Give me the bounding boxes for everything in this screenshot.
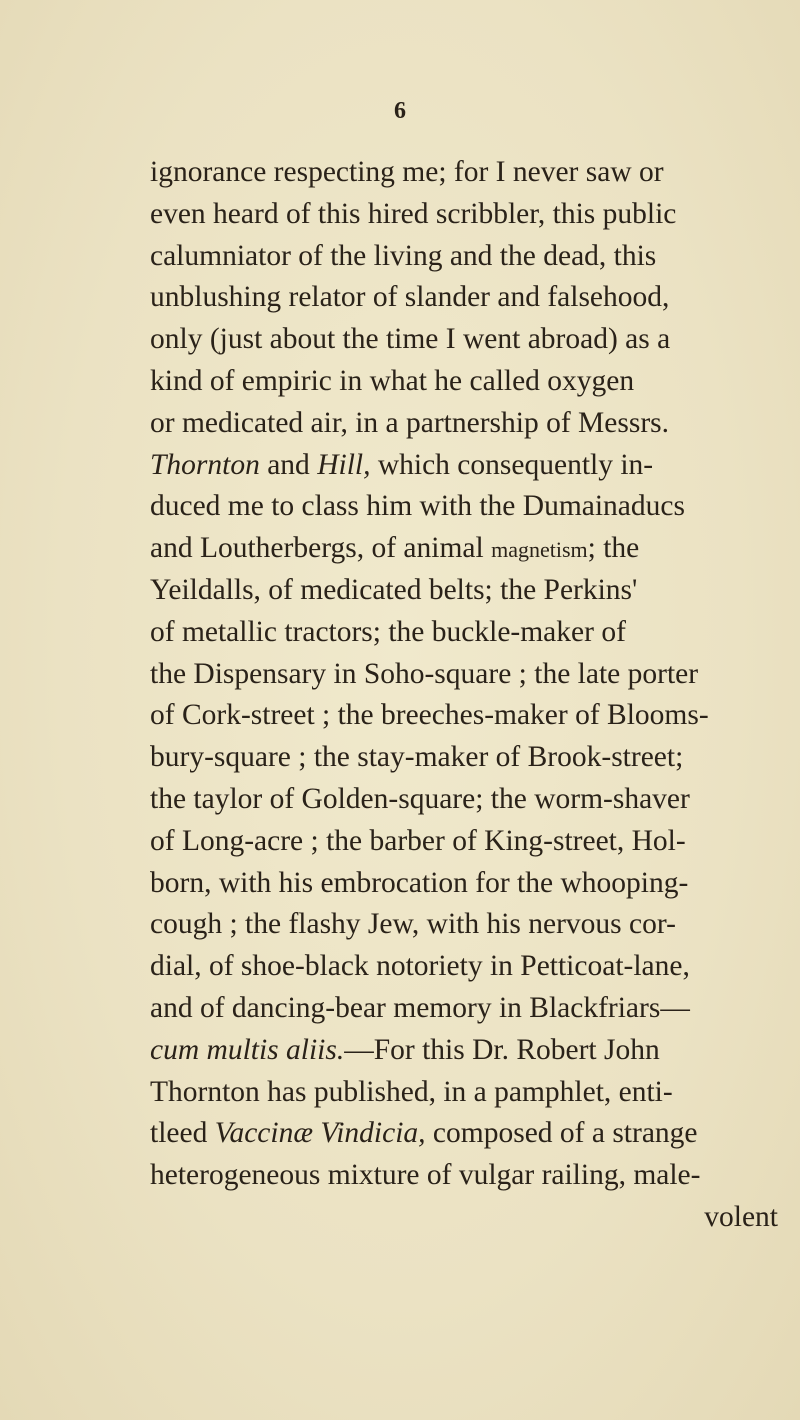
text-segment: the Dispensary in Soho-square ; the late porter (150, 657, 699, 690)
text-segment: or medicated air, in a partnership of Messrs. (150, 406, 670, 439)
text-line (150, 904, 800, 946)
text-segment: cough ; the flashy Jew, with his nervous cor- (150, 908, 676, 941)
text-segment: born, with his embrocation for the whooping- (150, 866, 689, 899)
text-segment: the taylor of Golden-square; the worm-shaver (150, 782, 690, 815)
text-line (150, 1030, 800, 1072)
text-segment: ignorance respecting me; for I never saw or (150, 156, 664, 188)
text-line (150, 445, 800, 487)
catchword: volent (704, 1200, 778, 1233)
text-line (150, 152, 800, 194)
text-line (150, 403, 800, 445)
text-segment: cum multis aliis. (150, 1033, 345, 1066)
body-text (150, 152, 800, 1239)
text-line (150, 737, 800, 779)
text-segment: Hill, (317, 448, 371, 481)
text-line (150, 194, 800, 236)
text-segment: of metallic tractors; the buckle-maker of (150, 615, 626, 648)
text-segment: calumniator of the living and the dead, this (150, 239, 657, 272)
text-segment: which consequently in- (370, 448, 654, 481)
text-segment: heterogeneous mixture of vulgar railing, male- (150, 1159, 701, 1192)
text-segment: dial, of shoe-black notoriety in Petticoat-lane, (150, 950, 690, 983)
text-line (150, 319, 800, 361)
text-line (150, 277, 800, 319)
text-segment: even heard of this hired scribbler, this public (150, 197, 677, 230)
text-line (150, 570, 800, 612)
text-line (150, 1155, 800, 1197)
text-line (150, 612, 800, 654)
text-line (150, 946, 800, 988)
text-line (150, 654, 800, 696)
text-segment: ; the (587, 532, 640, 565)
text-segment: Yeildalls, of medicated belts; the Perkins' (150, 573, 638, 606)
text-line (150, 695, 800, 737)
text-segment: of Long-acre ; the barber of King-street, Hol- (150, 824, 686, 857)
text-line (150, 821, 800, 863)
text-segment: Thornton (150, 448, 260, 481)
text-segment: and Loutherbergs, of animal (150, 532, 492, 565)
text-segment: of Cork-street ; the breeches-maker of Blooms- (150, 699, 709, 732)
text-line (150, 863, 800, 905)
text-segment: only (just about the time I went abroad) as a (150, 323, 671, 356)
text-line (150, 779, 800, 821)
text-segment: —For this Dr. Robert John (344, 1033, 660, 1066)
text-segment: bury-square ; the stay-maker of Brook-street; (150, 741, 684, 774)
text-line (150, 1113, 800, 1155)
text-line (150, 988, 800, 1030)
text-line (150, 528, 800, 570)
text-segment: tleed (150, 1117, 215, 1150)
text-segment: magnetism (491, 537, 588, 563)
text-line (150, 1072, 800, 1114)
text-segment: unblushing relator of slander and falsehood, (150, 281, 670, 314)
text-segment: and of dancing-bear memory in Blackfriars— (150, 991, 690, 1024)
text-segment: and (259, 448, 318, 481)
text-segment: duced me to class him with the Dumainaducs (150, 490, 685, 523)
text-segment: Thornton has published, in a pamphlet, enti- (150, 1075, 673, 1108)
text-line (150, 486, 800, 528)
page-number: 6 (394, 98, 406, 124)
text-segment: composed of a strange (425, 1117, 698, 1150)
text-segment: Vaccinæ Vindicia, (214, 1117, 426, 1150)
text-line (150, 361, 800, 403)
text-segment: kind of empiric in what he called oxygen (150, 364, 635, 397)
text-line (150, 236, 800, 278)
